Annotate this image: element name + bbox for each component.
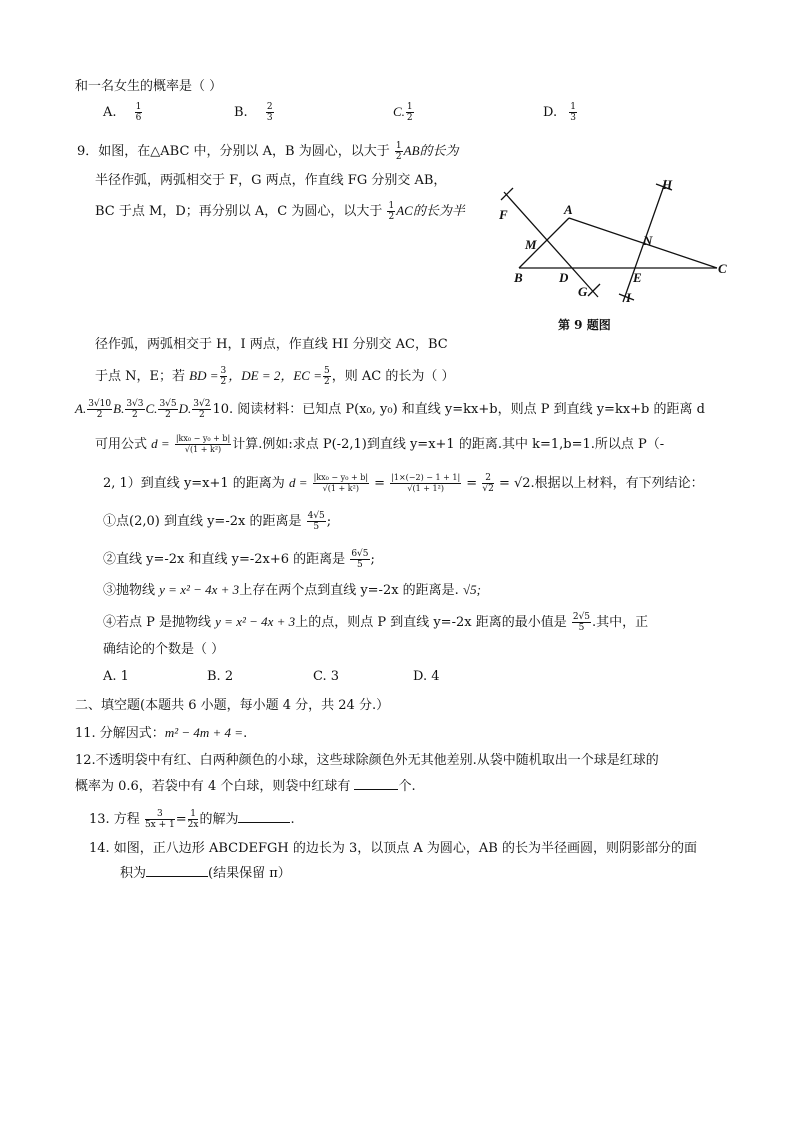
q12-line-1: 12.不透明袋中有红、白两种颜色的小球，这些球除颜色外无其他差别.从袋中随机取出一个球是红球的 <box>75 753 659 768</box>
label-n: N <box>643 233 653 248</box>
q10-conclusion-1: ①点(2,0) 到直线 y=-2x 的距离是 $\frac{4√5}{5}$ ; <box>103 511 332 532</box>
q10-last-line: 确结论的个数是（ ） <box>103 642 225 657</box>
q12-line-2: 概率为 0.6，若袋中有 4 个白球，则袋中红球有 个. <box>75 779 416 794</box>
q13: 13. 方程 $\frac{3}{5x + 1}$ = $\frac{1}{2x}$ 的解为 . <box>89 809 295 830</box>
q13-answer-blank[interactable] <box>238 822 290 823</box>
label-i: I <box>626 290 632 305</box>
q10-option-a: A. 1 <box>103 669 129 684</box>
section-2-heading: 二、填空题(本题共 6 小题，每小题 4 分，共 24 分.） <box>75 698 390 713</box>
q8-option-b: B. $\frac{2}{3}$ <box>234 102 273 123</box>
q14-line-1: 14. 如图，正八边形 ABCDEFGH 的边长为 3，以顶点 A 为圆心，AB 的长为半径画圆，则阴影部分的面 <box>89 841 697 856</box>
label-m: M <box>525 237 537 252</box>
q8-option-a: A. $\frac{1}{6}$ <box>103 102 142 123</box>
q9-figure-caption: 第 9 题图 <box>558 318 611 332</box>
q10-option-b: B. 2 <box>207 669 234 684</box>
q8-option-d: D. $\frac{1}{3}$ <box>543 102 576 123</box>
q9-line-3: BC 于点 M，D；再分别以 A，C 为圆心，以大于 $\frac{1}{2}$ AC的长为半 <box>95 201 465 222</box>
q9-options-q10-line-1: A. $\frac{3√10}{2}$ B. $\frac{3√3}{2}$ C. $\frac{3√5}{2}$ D. $\frac{3√2}{2}$ 10. 阅读材料：已知点 P(x₀, y₀) 和直线 y=kx+b，则点 P 到直线 y=kx+b 的距离 d <box>75 399 705 420</box>
q11: 11. 分解因式：m² − 4m + 4 =. <box>75 725 248 741</box>
q10-conclusion-3: ③抛物线 y = x² − 4x + 3上存在两个点到直线 y=-2x 的距离是. √5; <box>103 582 481 598</box>
q10-line-3: 2, 1）到直线 y=x+1 的距离为 d = $\frac{\text{|kx₀ − y₀ + b|}}{\text{√(1 + k²)}}$ = $\frac{|1\times(-2) - 1 + 1|}{\text{√(1 + 1²)}}$ = $\frac{2}{√2}$ = √2.根据以上材料，有下列结论： <box>103 473 704 494</box>
label-f: F <box>499 207 508 222</box>
q9-line-1: 9．如图，在△ABC 中，分别以 A，B 为圆心，以大于 $\frac{1}{2}$ AB的长为 <box>77 141 459 162</box>
q10-conclusion-4: ④若点 P 是抛物线 y = x² − 4x + 3上的点，则点 P 到直线 y=-2x 距离的最小值是 $\frac{2√5}{5}$ .其中，正 <box>103 612 649 633</box>
q14-line-2: 积为 (结果保留 π） <box>120 866 291 881</box>
label-g: G <box>578 284 588 299</box>
label-d: D <box>559 270 569 285</box>
q9-line-2: 半径作弧，两弧相交于 F，G 两点，作直线 FG 分别交 AB， <box>95 173 447 188</box>
q8-tail: 和一名女生的概率是（ ） <box>75 79 223 94</box>
label-a: A <box>564 202 573 217</box>
q8-option-c: C. $\frac{1}{2}$ <box>393 102 413 123</box>
q12-answer-blank[interactable] <box>354 789 398 790</box>
label-b: B <box>514 270 523 285</box>
q9-line-5: 于点 N，E；若 BD = $\frac{3}{2}$ ，DE = 2，EC = $\frac{5}{2}$ ，则 AC 的长为（ ） <box>95 366 455 387</box>
label-c: C <box>718 261 727 276</box>
q10-line-2: 可用公式 d = $\frac{\text{|kx₀ − y₀ + b|}}{\text{√(1 + k²)}}$ 计算.例如:求点 P(-2,1)到直线 y=x+1 的距离.其中 k=1,b=1.所以点 P（- <box>95 434 665 454</box>
label-e: E <box>633 270 642 285</box>
q9-line-4: 径作弧，两弧相交于 H，I 两点，作直线 HI 分别交 AC，BC <box>95 337 448 352</box>
q14-answer-blank[interactable] <box>146 876 208 877</box>
q9-figure <box>492 172 737 332</box>
q10-option-c: C. 3 <box>313 669 340 684</box>
q10-conclusion-2: ②直线 y=-2x 和直线 y=-2x+6 的距离是 $\frac{6√5}{5}$ ; <box>103 549 375 570</box>
q10-option-d: D. 4 <box>413 669 440 684</box>
arc-g <box>588 284 600 296</box>
arc-f <box>501 188 513 200</box>
label-h: H <box>662 177 673 192</box>
